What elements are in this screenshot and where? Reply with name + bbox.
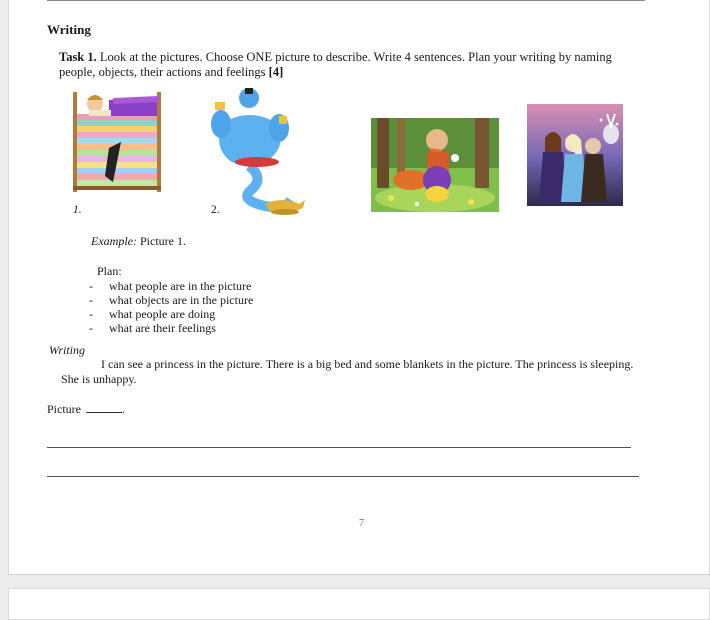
answer-line-1[interactable] [47,447,631,448]
task-text: Look at the pictures. Choose ONE picture to describe. Write 4 sentences. Plan your writing by naming people, objects, their actions and feelings [59,50,612,79]
section-heading: Writing [47,22,91,37]
example-text: Picture 1. [139,234,186,248]
writing-example-text: I can see a princess in the picture. There is a big bed and some blankets in the picture. The princess is sleeping. She is unhappy. [61,357,634,386]
answer-label: Picture [47,402,81,416]
frozen-characters-image [527,104,623,206]
list-item: - what are their feelings [89,321,253,335]
task-instruction [59,50,639,80]
answer-line-2[interactable] [47,476,639,477]
list-item: - what people are in the picture [89,279,253,293]
example-label: Example: [91,234,137,248]
task-label: Task 1. [59,50,97,64]
writing-label: Writing [49,343,86,357]
page-number: 7 [359,518,364,529]
document-page [8,0,710,575]
list-item: - what objects are in the picture [89,293,253,307]
next-page [8,588,710,620]
picture-2-caption: 2. [211,204,220,216]
answer-picture-line [47,402,125,417]
top-divider [47,0,645,1]
task-marks: [4] [268,65,284,79]
list-item: - what people are doing [89,307,253,321]
princess-on-bed-image [69,82,169,200]
genie-lamp-image [195,82,315,220]
plan-label: Plan: [97,264,122,278]
plan-list [89,279,253,335]
example-line [91,234,186,249]
answer-suffix: . [122,402,125,416]
cartoon-fox-image [371,118,499,212]
picture-1-caption: 1. [73,204,82,216]
answer-blank[interactable] [86,403,122,413]
